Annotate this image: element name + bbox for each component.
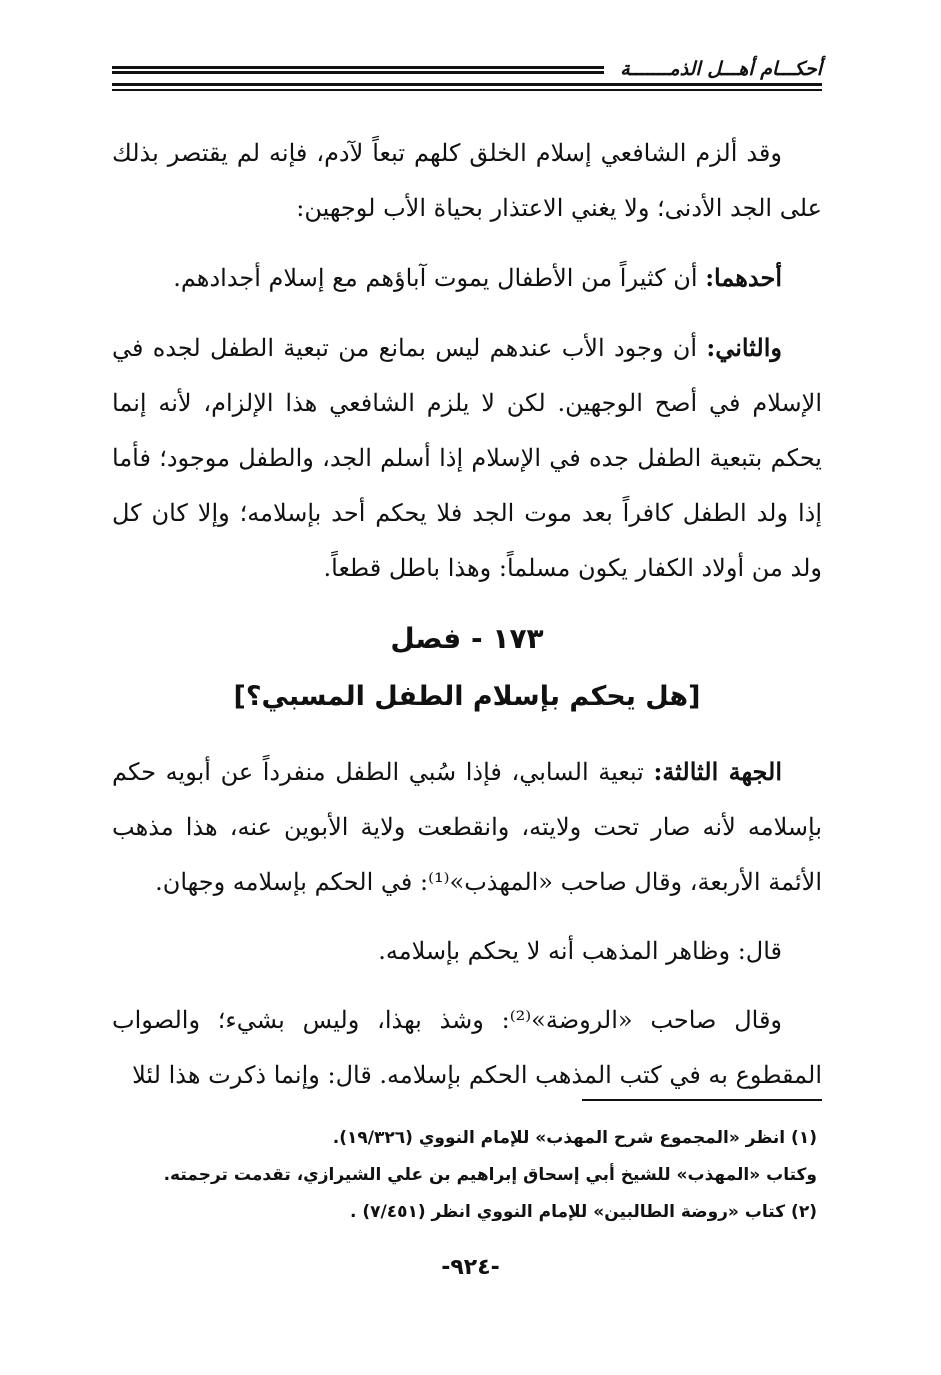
paragraph-3 xyxy=(112,320,822,596)
footnote-1-continued: وكتاب «المهذب» للشيخ أبي إسحاق إبراهيم بن علي الشيرازي، تقدمت ترجمته. xyxy=(163,1165,817,1185)
footnote-2: (٢) كتاب «روضة الطالبين» للإمام النووي انظر (٧/٤٥١) . xyxy=(349,1202,817,1222)
paragraph-3-lead: والثاني: xyxy=(706,333,782,362)
header-rule xyxy=(112,66,604,74)
running-header xyxy=(112,56,822,96)
running-title: أحكـــام أهـــل الذمـــــــة xyxy=(620,58,822,80)
page-body xyxy=(112,126,822,1117)
section-heading: ١٧٣ - فصل xyxy=(390,622,544,655)
paragraph-2-text: أن كثيراً من الأطفال يموت آباؤهم مع إسلام أجدادهم. xyxy=(173,264,706,292)
paragraph-4 xyxy=(112,744,822,910)
paragraph-4-text: تبعية السابي، فإذا سُبي الطفل منفرداً عن أبويه حكم بإسلامه لأنه صار تحت ولايته، وانقطعت ولاية الأبوين عنه، هذا مذهب الأئمة الأربعة، وقال صاحب «المهذب»⁽¹⁾: في الحكم بإسلامه وجهان. xyxy=(112,758,822,896)
paragraph-2 xyxy=(112,250,822,306)
header-double-rule xyxy=(112,83,822,91)
footnote-1: (١) انظر «المجموع شرح المهذب» للإمام النووي (١٩/٣٢٦). xyxy=(332,1128,817,1148)
paragraph-5: قال: وظاهر المذهب أنه لا يحكم بإسلامه. xyxy=(378,937,782,965)
footnotes xyxy=(112,1120,817,1231)
paragraph-4-lead: الجهة الثالثة: xyxy=(653,757,783,786)
paragraph-6: وقال صاحب «الروضة»⁽²⁾: وشذ بهذا، وليس بشيء؛ والصواب المقطوع به في كتب المذهب الحكم بإسلامه. قال: وإنما ذكرت هذا لئلا xyxy=(112,1006,822,1089)
footnote-separator xyxy=(582,1099,822,1101)
page-number: -٩٢٤- xyxy=(441,1255,500,1280)
paragraph-1: وقد ألزم الشافعي إسلام الخلق كلهم تبعاً لآدم، فإنه لم يقتصر بذلك على الجد الأدنى؛ ولا يغني الاعتذار بحياة الأب لوجهين: xyxy=(112,139,822,222)
paragraph-3-text: أن وجود الأب عندهم ليس بمانع من تبعية الطفل لجده في الإسلام في أصح الوجهين. لكن لا يلزم الشافعي هذا الإلزام، لأنه إنما يحكم بتبعية الطفل جده في الإسلام إذا أسلم الجد، والطفل موجود؛ فأما إذا ولد الطفل كافراً بعد موت الجد فلا يحكم أحد بإسلامه؛ وإلا كان كل ولد من أولاد الكفار يكون مسلماً: وهذا باطل قطعاً. xyxy=(112,334,822,582)
paragraph-2-lead: أحدهما: xyxy=(705,263,782,292)
section-title: [هل يحكم بإسلام الطفل المسبي؟] xyxy=(233,681,701,712)
